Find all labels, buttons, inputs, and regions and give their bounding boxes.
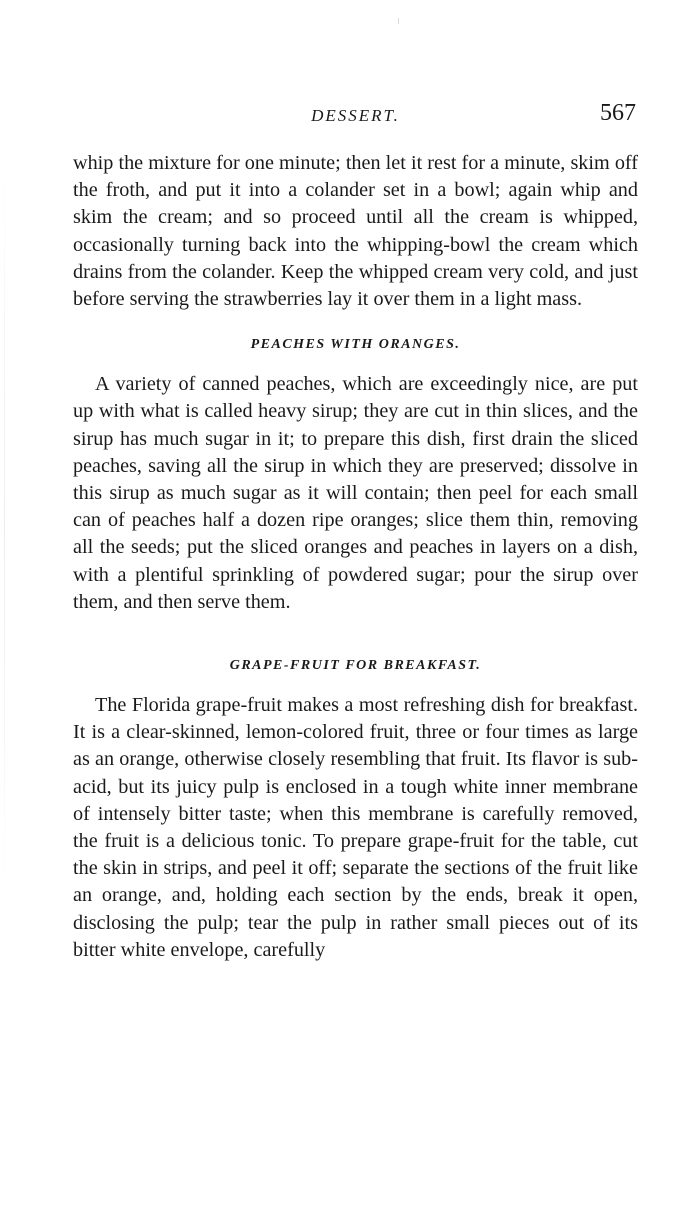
paragraph-grape-fruit: The Florida grape-fruit makes a most refreshing dish for breakfast. It is a clear-skinned, lemon-colored fruit, three or four times as large as an orange, otherwise closely resembling that fruit. Its flavor is sub-acid, but its juicy pulp is enclosed in a tough white inner membrane of intensely bitter taste; when this membrane is carefully removed, the fruit is a delicious tonic. To prepare grape-fruit for the table, cut the skin in strips, and peel it off; separate the sections of the fruit like an orange, and, holding each section by the ends, break it open, disclosing the pulp; tear the pulp in rather small pieces out of its bitter white envelope, carefully [73, 694, 638, 961]
paragraph-whipped-cream-continued: whip the mixture for one minute; then let it rest for a minute, skim off the froth, and put it into a colander set in a bowl; again whip and skim the cream; and so proceed until all the cream is whipped, occasionally turning back into the whipping-bowl the cream which drains from the colander. Keep the whipped cream very cold, and just before serving the strawberries lay it over them in a light mass. [73, 152, 638, 311]
running-title: DESSERT. [311, 106, 400, 125]
paragraph-peaches-with-oranges: A variety of canned peaches, which are exceedingly nice, are put up with what is called heavy sirup; they are cut in thin slices, and the sirup has much sugar in it; to prepare this dish, first drain the sliced peaches, saving all the sirup in which they are preserved; dissolve in this sirup as much sugar as it will contain; then peel for each small can of peaches half a dozen ripe oranges; slice them thin, removing all the seeds; put the sliced oranges and peaches in layers on a dish, with a plentiful sprinkling of powdered sugar; pour the sirup over them, and then serve them. [73, 373, 638, 613]
page-edge-shadow [4, 150, 5, 910]
scan-mark [398, 18, 399, 24]
section-heading-grape-fruit: GRAPE-FRUIT FOR BREAKFAST. [229, 658, 482, 674]
page-body [73, 150, 638, 964]
section-heading-peaches: PEACHES WITH ORANGES. [250, 337, 461, 353]
running-head [73, 100, 638, 132]
page-number: 567 [600, 100, 636, 126]
